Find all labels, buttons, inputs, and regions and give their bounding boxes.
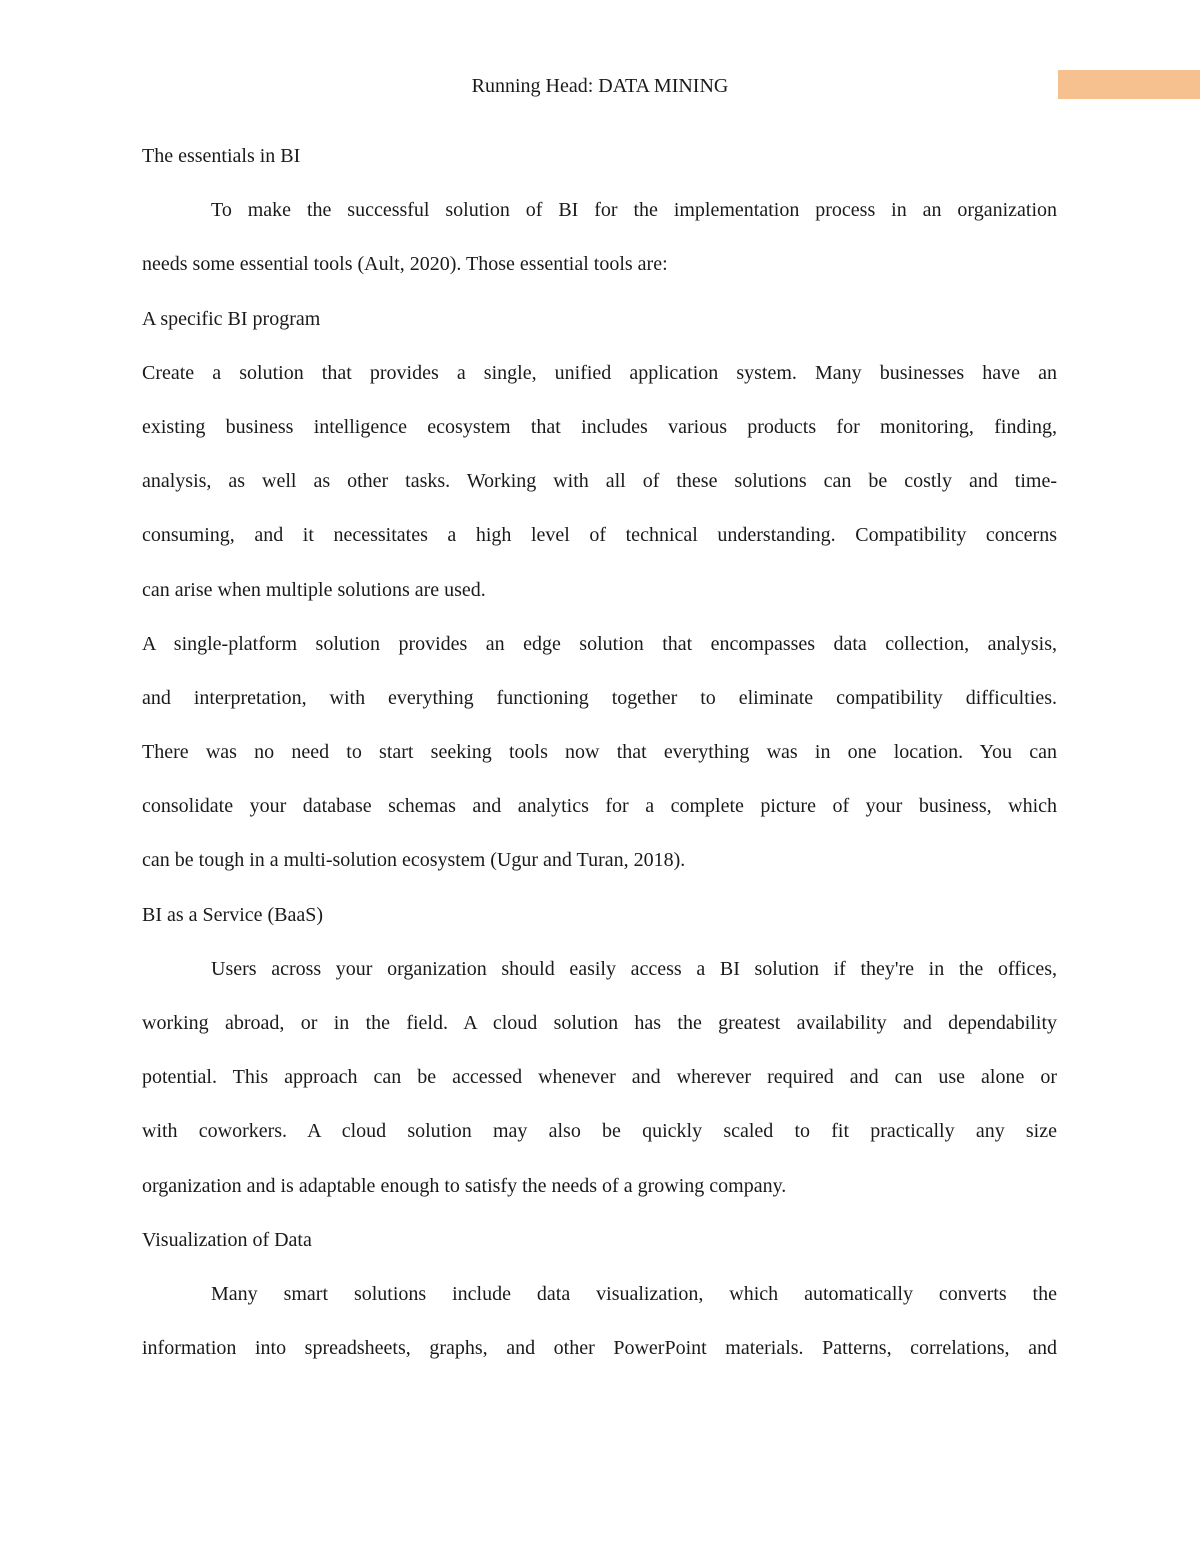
section-heading-specific-bi-program: A specific BI program: [142, 307, 321, 330]
paragraph-line: with coworkers. A cloud solution may also be quickly scaled to fit practically any size: [142, 1120, 1057, 1143]
paragraph-line: To make the successful solution of BI for the implementation process in an organization: [211, 199, 1057, 222]
paragraph-line: potential. This approach can be accessed whenever and wherever required and can use alone or: [142, 1066, 1057, 1089]
paragraph-line: existing business intelligence ecosystem that includes various products for monitoring, finding,: [142, 415, 1057, 438]
paragraph-line: Many smart solutions include data visualization, which automatically converts the: [211, 1282, 1057, 1305]
paragraph-line: needs some essential tools (Ault, 2020). Those essential tools are:: [142, 253, 668, 276]
paragraph-line: can arise when multiple solutions are used.: [142, 578, 486, 601]
section-heading-baas: BI as a Service (BaaS): [142, 903, 324, 926]
paragraph-line: can be tough in a multi-solution ecosystem (Ugur and Turan, 2018).: [142, 849, 686, 872]
page-number-box: [1058, 70, 1200, 99]
paragraph-line: analysis, as well as other tasks. Working with all of these solutions can be costly and time-: [142, 470, 1057, 493]
paragraph-line: A single-platform solution provides an edge solution that encompasses data collection, analysis,: [142, 632, 1057, 655]
section-heading-visualization: Visualization of Data: [142, 1228, 312, 1251]
paragraph-line: There was no need to start seeking tools now that everything was in one location. You can: [142, 741, 1057, 764]
paragraph-line: information into spreadsheets, graphs, and other PowerPoint materials. Patterns, correlations, and: [142, 1337, 1057, 1360]
paragraph-line: and interpretation, with everything functioning together to eliminate compatibility difficulties.: [142, 686, 1057, 709]
paragraph-line: consuming, and it necessitates a high level of technical understanding. Compatibility concerns: [142, 524, 1057, 547]
paragraph-line: Create a solution that provides a single, unified application system. Many businesses have an: [142, 361, 1057, 384]
paragraph-line: Users across your organization should easily access a BI solution if they're in the offices,: [211, 957, 1057, 980]
document-body: [142, 129, 1057, 1375]
paragraph-line: consolidate your database schemas and analytics for a complete picture of your business, which: [142, 795, 1057, 818]
running-head: Running Head: DATA MINING: [471, 75, 729, 97]
paragraph-line: working abroad, or in the field. A cloud solution has the greatest availability and dependability: [142, 1012, 1057, 1034]
section-heading-essentials: The essentials in BI: [142, 145, 301, 167]
paragraph-line: organization and is adaptable enough to satisfy the needs of a growing company.: [142, 1174, 787, 1197]
